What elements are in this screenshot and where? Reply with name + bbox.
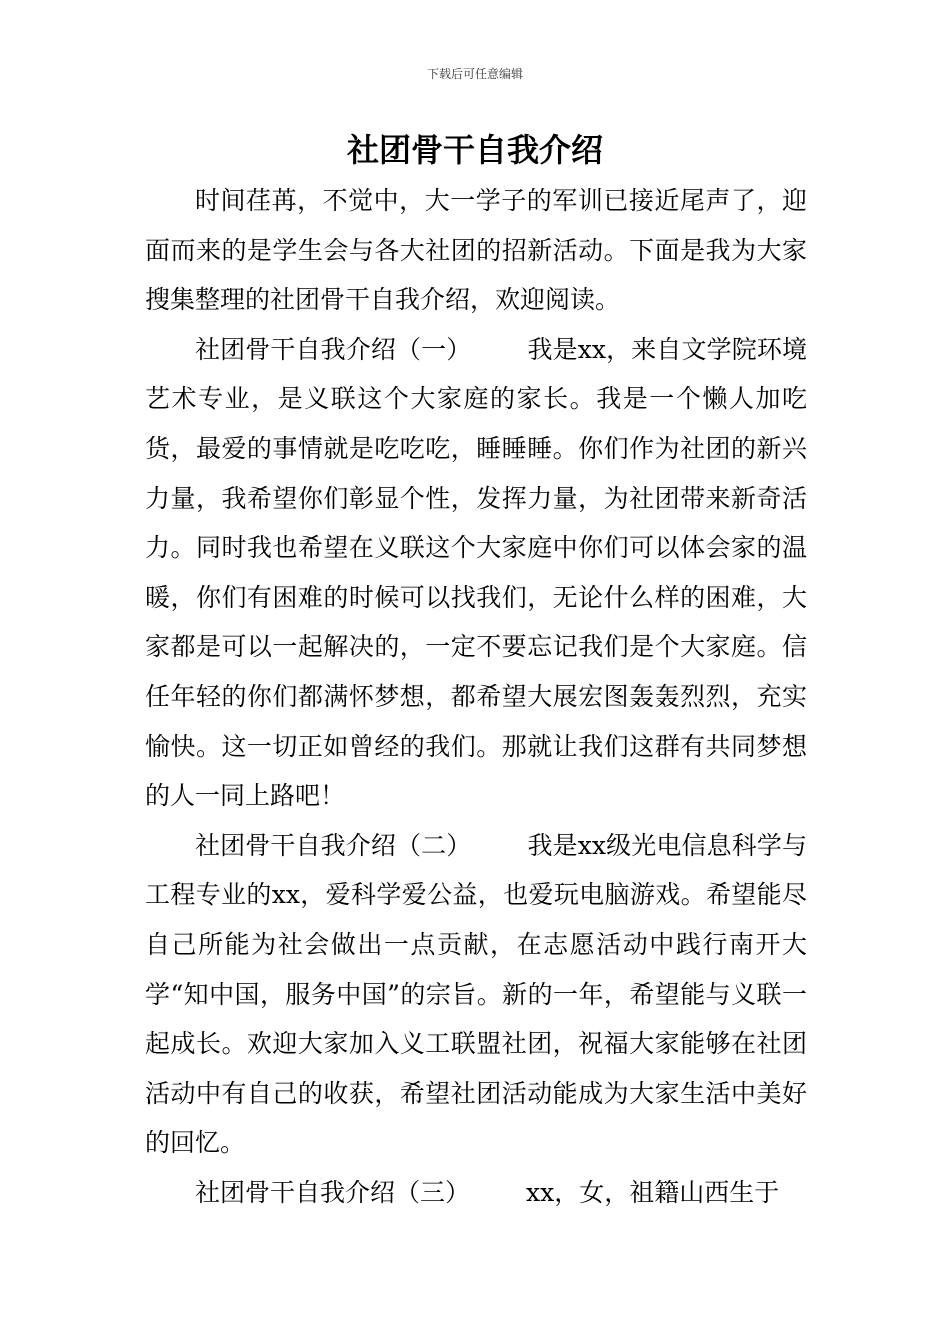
section-3-paragraph <box>145 1168 807 1218</box>
section-1-text: 我是xx，来自文学院环境艺术专业，是义联这个大家庭的家长。我是一个懒人加吃货，最爱的事情就是吃吃吃，睡睡睡。你们作为社团的新兴力量，我希望你们彰显个性，发挥力量，为社团带来新奇活力。同时我也希望在义联这个大家庭中你们可以体会家的温暖，你们有困难的时候可以找我们，无论什么样的困难，大家都是可以一起解决的，一定不要忘记我们是个大家庭。信任年轻的你们都满怀梦想，都希望大展宏图轰轰烈烈，充实愉快。这一切正如曾经的我们。那就让我们这群有共同梦想的人一同上路吧！ <box>145 334 807 811</box>
section-2-paragraph <box>145 821 807 1168</box>
section-1-heading: 社团骨干自我介绍（一） <box>195 334 472 364</box>
document-title: 社团骨干自我介绍 <box>346 131 603 169</box>
intro-paragraph: 时间荏苒，不觉中，大一学子的军训已接近尾声了，迎面而来的是学生会与各大社团的招新活动。下面是我为大家搜集整理的社团骨干自我介绍，欢迎阅读。 <box>145 186 807 315</box>
section-2-text: 我是xx级光电信息科学与工程专业的xx，爱科学爱公益，也爱玩电脑游戏。希望能尽自己所能为社会做出一点贡献，在志愿活动中践行南开大学“知中国，服务中国”的宗旨。新的一年，希望能与义联一起成长。欢迎大家加入义工联盟社团，祝福大家能够在社团活动中有自己的收获，希望社团活动能成为大家生活中美好的回忆。 <box>145 830 807 1158</box>
header-note: 下载后可任意编辑 <box>426 67 523 81</box>
section-2-heading: 社团骨干自我介绍（二） <box>195 830 472 860</box>
section-3-text: xx，女，祖籍山西生于 <box>526 1177 780 1207</box>
document-body <box>145 176 807 1217</box>
section-3-heading: 社团骨干自我介绍（三） <box>195 1177 471 1207</box>
section-1-paragraph <box>145 325 807 821</box>
